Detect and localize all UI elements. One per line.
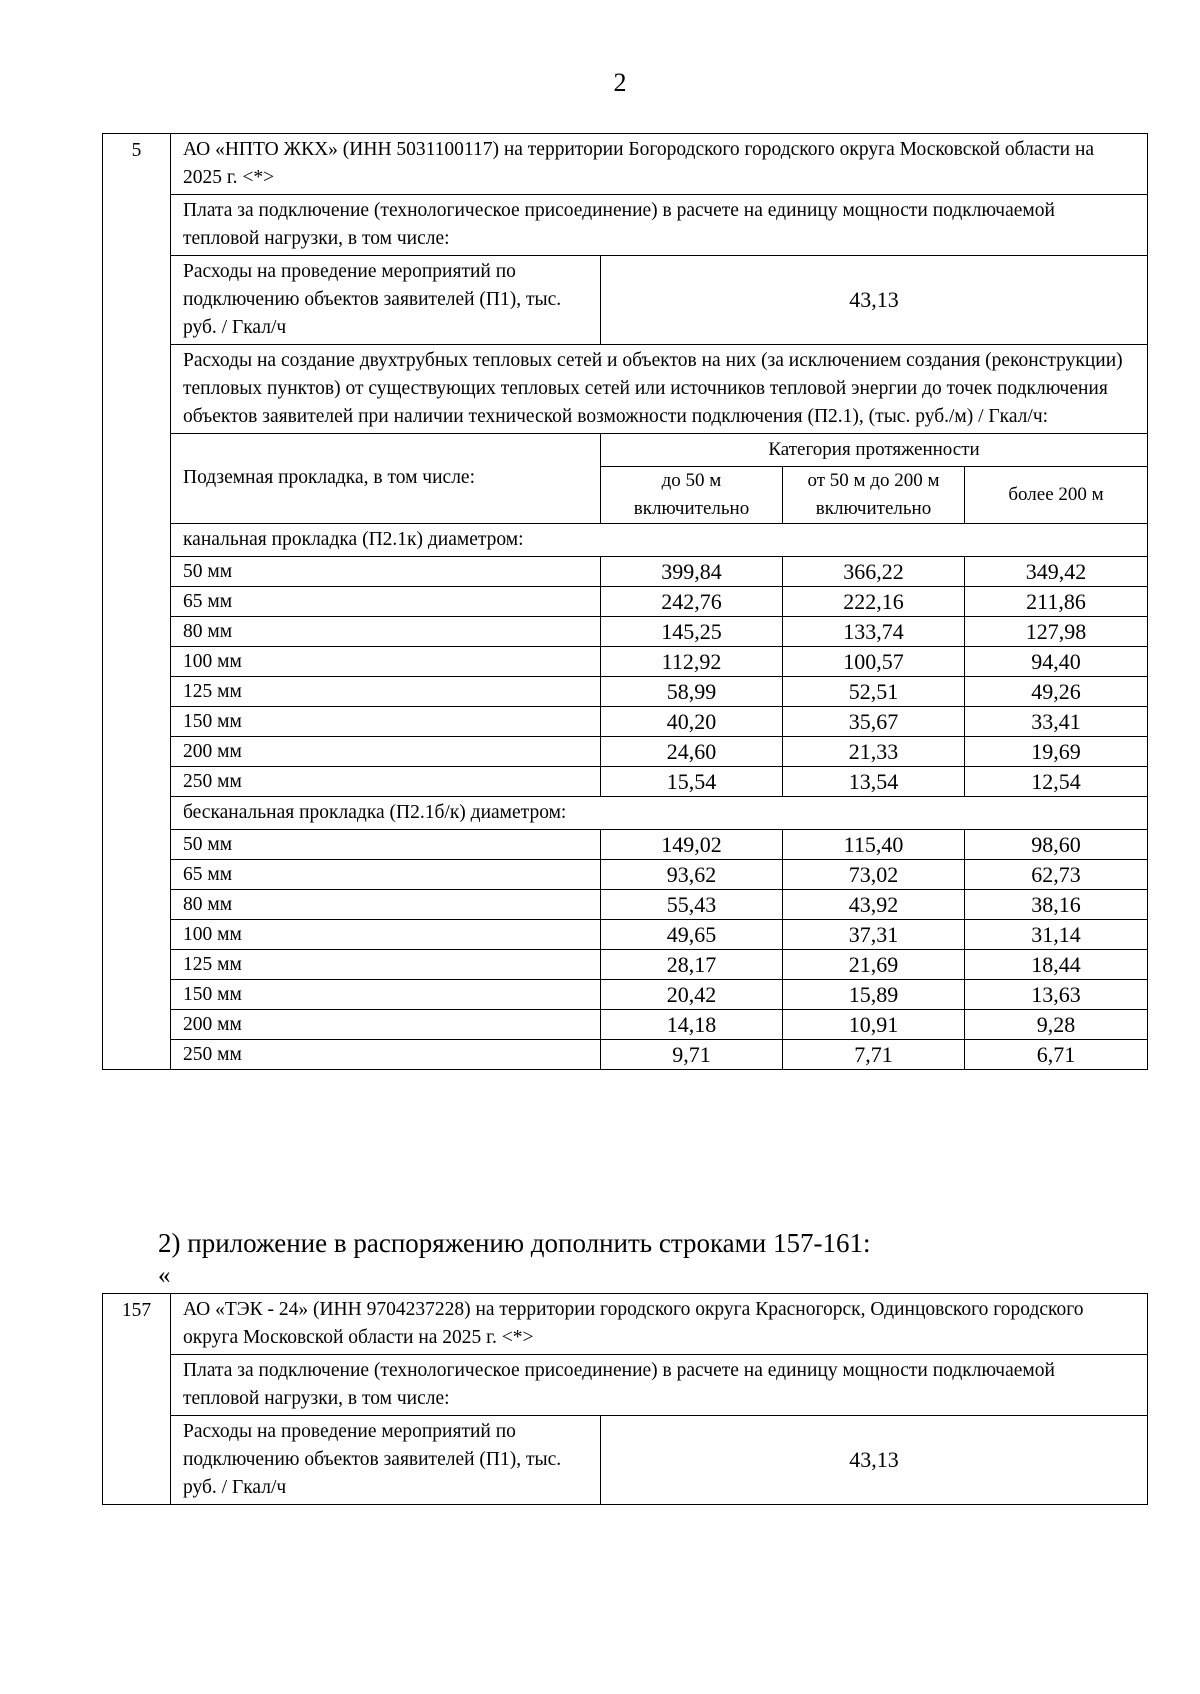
table-row xyxy=(103,587,1148,617)
diameter-label: 150 мм xyxy=(171,980,601,1010)
price-cell: 38,16 xyxy=(965,890,1148,920)
diameter-label: 80 мм xyxy=(171,890,601,920)
price-cell: 7,71 xyxy=(783,1040,965,1070)
diameter-label: 150 мм xyxy=(171,707,601,737)
category-header: Категория протяженности xyxy=(601,434,1148,467)
price-cell: 58,99 xyxy=(601,677,783,707)
p1-value: 43,13 xyxy=(601,256,1148,345)
p1-value: 43,13 xyxy=(601,1416,1148,1505)
underground-label: Подземная прокладка, в том числе: xyxy=(171,434,601,524)
price-cell: 145,25 xyxy=(601,617,783,647)
fee-heading: Плата за подключение (технологическое присоединение) в расчете на единицу мощности подключаемой тепловой нагрузки, в том числе: xyxy=(171,1355,1148,1416)
addendum-text: 2) приложение в распоряжению дополнить строками 157-161: xyxy=(158,1228,871,1258)
price-cell: 28,17 xyxy=(601,950,783,980)
row-number: 157 xyxy=(103,1294,171,1505)
table-row xyxy=(103,860,1148,890)
row-number: 5 xyxy=(103,134,171,1070)
diameter-label: 100 мм xyxy=(171,647,601,677)
org-title: АО «НПТО ЖКХ» (ИНН 5031100117) на территории Богородского городского округа Московской области на 2025 г. <*> xyxy=(171,134,1148,195)
price-cell: 366,22 xyxy=(783,557,965,587)
diameter-label: 100 мм xyxy=(171,920,601,950)
price-cell: 222,16 xyxy=(783,587,965,617)
price-cell: 133,74 xyxy=(783,617,965,647)
price-cell: 6,71 xyxy=(965,1040,1148,1070)
price-cell: 349,42 xyxy=(965,557,1148,587)
table-row xyxy=(103,830,1148,860)
price-cell: 40,20 xyxy=(601,707,783,737)
price-cell: 20,42 xyxy=(601,980,783,1010)
diameter-label: 250 мм xyxy=(171,767,601,797)
price-cell: 49,65 xyxy=(601,920,783,950)
price-cell: 211,86 xyxy=(965,587,1148,617)
col-header-over-200: более 200 м xyxy=(965,467,1148,524)
p1-label-text: Расходы на проведение мероприятий по подключению объектов заявителей (П1), тыс. руб. / Гкал/ч xyxy=(183,261,562,338)
price-cell: 94,40 xyxy=(965,647,1148,677)
diameter-label: 125 мм xyxy=(171,950,601,980)
col-header-50-to-200: от 50 м до 200 м включительно xyxy=(783,467,965,524)
table-row xyxy=(103,950,1148,980)
table-row xyxy=(103,890,1148,920)
price-cell: 15,89 xyxy=(783,980,965,1010)
table-row xyxy=(103,707,1148,737)
price-cell: 19,69 xyxy=(965,737,1148,767)
price-cell: 55,43 xyxy=(601,890,783,920)
price-cell: 149,02 xyxy=(601,830,783,860)
tariff-table-row-157 xyxy=(102,1293,1148,1505)
diameter-label: 200 мм xyxy=(171,1010,601,1040)
org-title: АО «ТЭК - 24» (ИНН 9704237228) на территории городского округа Красногорск, Одинцовского городского округа Московской области на 2025 г. <*> xyxy=(171,1294,1148,1355)
table-row xyxy=(103,1010,1148,1040)
table-row xyxy=(103,767,1148,797)
diameter-label: 200 мм xyxy=(171,737,601,767)
table-row xyxy=(103,557,1148,587)
table-row xyxy=(103,980,1148,1010)
table-row xyxy=(103,920,1148,950)
price-cell: 98,60 xyxy=(965,830,1148,860)
diameter-label: 50 мм xyxy=(171,557,601,587)
p1-label xyxy=(171,256,601,345)
price-cell: 24,60 xyxy=(601,737,783,767)
price-cell: 73,02 xyxy=(783,860,965,890)
price-cell: 242,76 xyxy=(601,587,783,617)
channelless-label: бесканальная прокладка (П2.1б/к) диаметром: xyxy=(171,797,1148,830)
price-cell: 35,67 xyxy=(783,707,965,737)
price-cell: 399,84 xyxy=(601,557,783,587)
diameter-label: 250 мм xyxy=(171,1040,601,1070)
channel-label: канальная прокладка (П2.1к) диаметром: xyxy=(171,524,1148,557)
price-cell: 21,69 xyxy=(783,950,965,980)
table-row xyxy=(103,737,1148,767)
price-cell: 14,18 xyxy=(601,1010,783,1040)
price-cell: 49,26 xyxy=(965,677,1148,707)
price-cell: 21,33 xyxy=(783,737,965,767)
diameter-label: 50 мм xyxy=(171,830,601,860)
price-cell: 13,63 xyxy=(965,980,1148,1010)
price-cell: 12,54 xyxy=(965,767,1148,797)
price-cell: 43,92 xyxy=(783,890,965,920)
table-row xyxy=(103,617,1148,647)
page-number: 2 xyxy=(613,68,627,97)
price-cell: 33,41 xyxy=(965,707,1148,737)
p1-label: Расходы на проведение мероприятий по подключению объектов заявителей (П1), тыс. руб. / Гкал/ч xyxy=(171,1416,601,1505)
open-quote: « xyxy=(158,1262,171,1289)
table-row xyxy=(103,1040,1148,1070)
price-cell: 62,73 xyxy=(965,860,1148,890)
diameter-label: 65 мм xyxy=(171,860,601,890)
col-header-up-to-50: до 50 м включительно xyxy=(601,467,783,524)
price-cell: 37,31 xyxy=(783,920,965,950)
price-cell: 18,44 xyxy=(965,950,1148,980)
tariff-table-row-5 xyxy=(102,133,1148,1070)
price-cell: 10,91 xyxy=(783,1010,965,1040)
price-cell: 127,98 xyxy=(965,617,1148,647)
price-cell: 13,54 xyxy=(783,767,965,797)
price-cell: 9,71 xyxy=(601,1040,783,1070)
diameter-label: 125 мм xyxy=(171,677,601,707)
fee-heading: Плата за подключение (технологическое присоединение) в расчете на единицу мощности подключаемой тепловой нагрузки, в том числе: xyxy=(171,195,1148,256)
diameter-label: 65 мм xyxy=(171,587,601,617)
price-cell: 100,57 xyxy=(783,647,965,677)
price-cell: 52,51 xyxy=(783,677,965,707)
table-row xyxy=(103,647,1148,677)
price-cell: 31,14 xyxy=(965,920,1148,950)
price-cell: 15,54 xyxy=(601,767,783,797)
price-cell: 112,92 xyxy=(601,647,783,677)
table-row xyxy=(103,677,1148,707)
p21-label: Расходы на создание двухтрубных тепловых сетей и объектов на них (за исключением создания (реконструкции) тепловых пунктов) от существующих тепловых сетей или источников тепловой энергии до точек подключения объектов заявителей при наличии технической возможности подключения (П2.1), (тыс. руб./м) / Гкал/ч: xyxy=(171,345,1148,434)
price-cell: 9,28 xyxy=(965,1010,1148,1040)
price-cell: 93,62 xyxy=(601,860,783,890)
diameter-label: 80 мм xyxy=(171,617,601,647)
price-cell: 115,40 xyxy=(783,830,965,860)
